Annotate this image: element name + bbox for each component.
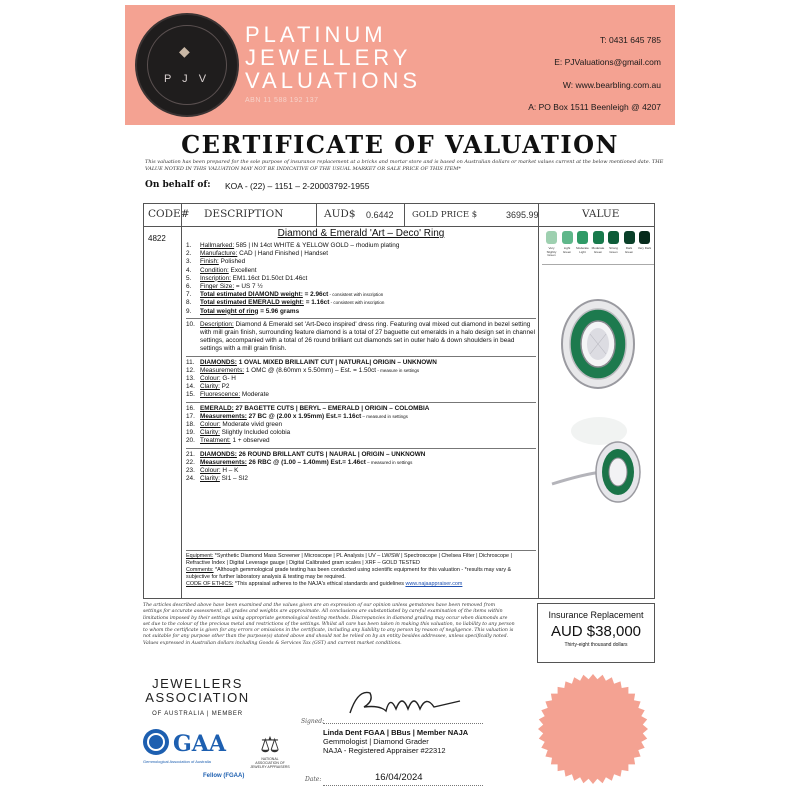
spec-line: 19. Clarity: Slightly Included colobia xyxy=(186,429,291,437)
spec-line: 4. Condition: Excellent xyxy=(186,266,257,274)
spec-line: 2. Manufacture: CAD | Hand Finished | Handset xyxy=(186,250,329,258)
spec-line: 23. Colour: H – K xyxy=(186,467,239,475)
intro-text: This valuation has been prepared for the sole purpose of insurance replacement at a bricks and mortar store and is based on Australian dollars or market values current at the below mentioned date. THE VALUE NOTED IN THIS VALUATION MAY NOT BE INDICATIVE OF THE USUAL MARKET OR SALE PRICE OF THIS ITEM* xyxy=(145,159,664,172)
specs-group-1 xyxy=(186,242,536,291)
contact-email[interactable]: E: PJValuations@gmail.com xyxy=(554,57,661,67)
date-label: Date: xyxy=(305,776,322,783)
insurance-label: Insurance Replacement xyxy=(548,610,644,620)
pjv-logo xyxy=(137,15,237,115)
item-code: 4822 xyxy=(148,234,166,243)
contact-phone: T: 0431 645 785 xyxy=(600,35,661,45)
reference-number: KOA - (22) – 1151 – 2-20003792-1955 xyxy=(225,181,370,191)
insurance-replacement-box xyxy=(537,603,655,663)
contact-web[interactable]: W: www.bearbling.com.au xyxy=(562,80,661,90)
spec-line: 7. Total estimated DIAMOND weight: = 2.96ct - consistent with inscription xyxy=(186,291,384,299)
insurance-amount: AUD $38,000 xyxy=(550,623,642,640)
swatch-label: Very Slightly Green xyxy=(546,246,557,257)
colour-swatch xyxy=(546,231,557,244)
spec-line: 9. Total weight of ring = 5.96 grams xyxy=(186,307,300,315)
center-diamond-group xyxy=(186,356,536,400)
aud-value: 0.6442 xyxy=(366,210,394,220)
item-description xyxy=(186,228,536,483)
grader-details xyxy=(323,728,468,755)
embossed-seal xyxy=(537,673,649,785)
header-code: CODE# xyxy=(148,208,190,220)
spec-line: 22. Measurements: 26 RBC @ (1.00 – 1.40mm) Est.= 1.46ct – measured in settings xyxy=(186,458,413,466)
swatch-label: Dark Green xyxy=(624,246,634,254)
grader-name: Linda Dent FGAA | BBus | Member NAJA xyxy=(323,728,469,737)
valuation-date: 16/04/2024 xyxy=(375,772,423,783)
brand-name: PLATINUM JEWELLERY VALUATIONS xyxy=(245,22,422,93)
spec-line: 13. Colour: G- H xyxy=(186,375,236,383)
gaa-emblem-icon xyxy=(143,729,169,755)
spec-line: 6. Finger Size: = US 7 ½ xyxy=(186,283,263,291)
spec-line: 11. DIAMONDS: 1 OVAL MIXED BRILLAINT CUT | NATURAL| ORIGIN – UNKNOWN xyxy=(186,358,437,366)
spec-line: 12. Measurements: 1 OMC @ (8.60mm x 5.50mm) – Est. = 1.50ct - measure in settings xyxy=(186,366,420,374)
abn-number: ABN 11 588 192 137 xyxy=(245,97,319,104)
emerald-group xyxy=(186,402,536,446)
header-gold-price: GOLD PRICE $ xyxy=(412,210,478,220)
table-header xyxy=(144,204,654,227)
spec-line: 15. Fluorescence: Moderate xyxy=(186,391,269,399)
certificate-page: ◆ P J V PLATINUM JEWELLERY VALUATIONS ABN 11 588 192 137 T: 0431 645 785 E: PJValuations@gmail.com W: www.bearbling.com.au A: PO Box 1511 Beenleigh @ 4207 CERTIFICATE OF VALUATION This valuation has been prepared for the sole purpose of insurance replacement at a bricks and mortar store and is based on Australian dollars or market values current at the below mentioned date. THE VALUE NOTED IN THIS VALUATION MAY NOT BE INDICATIVE OF THE USUAL MARKET OR SALE PRICE OF THIS ITEM* On behalf of: KOA - (22) – 1151 – 2-20003792-1955 CODE# DESCRIPTION AUD$ 0.6442 GOLD PRICE $ 3695.99 VALUE 4822 Diamond & Emerald 'Art – Deco' Ring 1. Hallmarked: 585 | IN 14ct WHITE & YELLOW GOLD – rhodium plating 2. Manufacture: CAD | Hand Finished | Handset 3. Finish: Polished 4. Condition: Excellent 5. Inscription: EM1.16ct D1.50ct D1.46ct 6. Finger Size: = US 7 ½ 7. Total estimated DIAMOND weight: = 2.96ct - consistent with inscription 8. Total estimated EMERALD weight: = 1.16ct - consistent with inscription 9. Total weight of ring = 5.96 grams 10. Description: Diamond & Emerald set 'Art-Deco inspired' dress ring. Featuring oval mixed cut diamond in bezel setting with mill grain finish, surrounding feature diamond is a total of 27 baguette cut emeralds in a halo design set in channel settings, accompanied with a total of 26 round brilliant cut diamonds set in outer halo & down shoulders in bead settings with a mill grain finish. 11. DIAMONDS: 1 OVAL MIXED BRILLAINT CUT | NATURAL| ORIGIN – UNKNOWN 12. Measurements: 1 OMC @ (8.60mm x 5.50mm) – Est. = 1.50ct - measure in settings 13. Colour: G- H 14. Clarity: P2 15. Fluorescence: Moderate 16. EMERALD: 27 BAGETTE CUTS | BERYL – EMERALD | ORIGIN – COLOMBIA 17. Measurements: 27 BC @ (2.00 x 1.95mm) Est.= 1.16ct – measured in settings 18. Colour: Moderate vivid green 19. Clarity: Slightly Included colobia 20. Treatment: 1 + observed 21. DIAMONDS: 26 ROUND BRILLANT CUTS | NAURAL | ORIGIN – UNKNOWN 22. Measurements: 26 RBC @ (1.00 – 1.40mm) Est.= 1.46ct – measured in settings 23. Colour: H – K 24. Clarity: SI1 – SI2 Equipment: *Synthetic Diamond Mass Screener | Microscope | PL Analysis | UV – LW/SW | Spectroscope | Chelsea Filter | Dichroscope | Refractive Index | Digital Leverage gauge | Digital Calibrated gram scales | XRF – GOLD TESTED Comments: *Although gemmological grade testing has been conducted using scientific equipment for this valuation - *results may vary & subjective for further laboratory analysis & testing may be required. CODE OF ETHICS: *This appraisal adheres to the NAJA's ethical standards and guidelines www.najaappraiser.com Very Slightly Green Light Green Moderate Light Moderate Green Strong Green Dark Green Very Dark The articles described above have been examined and the values given are an expression of our opinion unless gemstones have been removed from settings for accurate assessment, all grades and weights are approximate. All conclusions are substantiated by careful examination of the items within limitations imposed by their settings using appropriate gemmological testing methods. Discrepancies in diamond grading may occur when diamonds are set due to the colour of the precious metal and restrictions of the settings. Whilst all care has been taken in making this valuation, no liability to any person to whom the certificate is given for any errors or omissions in the certificate, including any liability to any person by reason of negligence. This valuation is not suitable for any purpose other than the purpose(s) stated above and should not be relied on by an entity besides addressee, unless specifically noted. Values expressed in Australian dollars including Goods & Services Tax (GST) and current market conditions. Insurance Replacement AUD $38,000 Thirty-eight thousand dollars JEWELLERS ASSOCIATION OF AUSTRALIA | MEMBER GAA Gemmological Association of Australia Fellow (FGAA) ⚖ NATIONAL ASSOCIATION OF JEWELRY APPRAISERS Signed: Linda Dent FGAA | BBus | Member NAJA Gemmologist | Diamond Grader NAJA - Registered Appraiser #22312 Date: 16/04/2024 xyxy=(125,5,675,795)
swatch-label: Moderate Light xyxy=(576,246,589,254)
colour-swatch xyxy=(639,231,650,244)
swatch-label: Very Dark xyxy=(637,246,652,250)
side-diamond-group xyxy=(186,448,536,484)
logo-monogram: P J V xyxy=(163,73,211,85)
certificate-title: CERTIFICATE OF VALUATION xyxy=(181,130,619,159)
spec-line: 14. Clarity: P2 xyxy=(186,383,230,391)
signed-label: Signed: xyxy=(301,718,325,725)
naja-link[interactable]: www.najaappraiser.com xyxy=(405,581,463,587)
spec-line: 8. Total estimated EMERALD weight: = 1.16ct - consistent with inscription xyxy=(186,299,385,307)
contact-address: A: PO Box 1511 Beenleigh @ 4207 xyxy=(528,102,661,112)
equipment-notes: Equipment: *Synthetic Diamond Mass Screener | Microscope | PL Analysis | UV – LW/SW | Spectroscope | Chelsea Filter | Dichroscope | Refractive Index | Digital Leverage gauge | Digital Calibrated gram scales | XRF – GOLD TESTED Comments: *Although gemmological grade testing has been conducted using scientific equipment for this valuation - *results may vary & subjective for further laboratory analysis & testing may be required. CODE OF ETHICS: *This appraisal adheres to the NAJA's ethical standards and guidelines www.najaappraiser.com xyxy=(186,550,536,588)
naja-logo: ⚖ NATIONAL ASSOCIATION OF JEWELRY APPRAISERS xyxy=(250,732,290,769)
spec-line: 21. DIAMONDS: 26 ROUND BRILLANT CUTS | NAURAL | ORIGIN – UNKNOWN xyxy=(186,450,426,458)
diamond-icon: ◆ xyxy=(179,43,190,59)
emerald-colour-scale xyxy=(542,226,654,265)
gold-price-value: 3695.99 xyxy=(506,210,539,220)
colour-swatch xyxy=(608,231,619,244)
item-title: Diamond & Emerald 'Art – Deco' Ring xyxy=(277,228,445,239)
grader-registration: NAJA - Registered Appraiser #22312 xyxy=(323,746,446,755)
spec-line: 17. Measurements: 27 BC @ (2.00 x 1.95mm) Est.= 1.16ct – measured in settings xyxy=(186,412,408,420)
insurance-amount-words: Thirty-eight thousand dollars xyxy=(564,642,628,648)
colour-swatch xyxy=(577,231,588,244)
handwritten-signature xyxy=(340,681,480,721)
spec-line: 18. Colour: Moderate vivid green xyxy=(186,421,283,429)
colour-swatch xyxy=(624,231,635,244)
colour-swatch xyxy=(593,231,604,244)
letterhead xyxy=(125,5,675,125)
header-description: DESCRIPTION xyxy=(204,208,284,220)
header-value: VALUE xyxy=(582,208,620,220)
swatch-label: Light Green xyxy=(562,246,572,254)
behalf-label: On behalf of: xyxy=(145,180,211,190)
disclaimer-text: The articles described above have been examined and the values given are an expression of our opinion unless gemstones have been removed from settings for accurate assessment, all grades and weights are approximate. All conclusions are substantiated by careful examination of the items within limitations imposed by their settings using appropriate gemmological testing methods. Discrepancies in diamond grading may occur when diamonds are set due to the colour of the precious metal and restrictions of the settings. Whilst all care has been taken in making this valuation, no liability to any person to whom the certificate is given for any errors or omissions in the certificate, including any liability to any person by reason of negligence. This valuation is not suitable for any purpose other than the purpose(s) stated above and should not be relied on by an entity besides addressee, unless specifically noted. Values expressed in Australian dollars including Goods & Services Tax (GST) and current market conditions. xyxy=(143,603,515,646)
colour-swatch xyxy=(562,231,573,244)
spec-line: 24. Clarity: SI1 – SI2 xyxy=(186,475,248,483)
spec-line: 5. Inscription: EM1.16ct D1.50ct D1.46ct xyxy=(186,274,308,282)
spec-line: 20. Treatment: 1 + observed xyxy=(186,437,270,445)
scales-icon: ⚖ xyxy=(260,732,280,757)
description-block: 10. Description: Diamond & Emerald set 'Art-Deco inspired' dress ring. Featuring oval mixed cut diamond in bezel setting with mill grain finish, surrounding feature diamond is a total of 27 baguette cut emeralds in a halo design set in channel settings, accompanied with a total of 26 round brilliant cut diamonds set in outer halo & down shoulders in bead settings with a mill grain finish. xyxy=(186,318,536,354)
ring-top-view-image xyxy=(544,284,652,404)
ring-side-view-image xyxy=(544,432,652,522)
spec-line: 16. EMERALD: 27 BAGETTE CUTS | BERYL – EMERALD | ORIGIN – COLOMBIA xyxy=(186,404,430,412)
grader-role: Gemmologist | Diamond Grader xyxy=(323,737,429,746)
header-aud: AUD$ xyxy=(324,208,356,220)
jewellers-association-logo: JEWELLERS ASSOCIATION OF AUSTRALIA | MEMBER xyxy=(145,676,250,717)
valuation-table xyxy=(143,203,655,599)
spec-line: 3. Finish: Polished xyxy=(186,258,246,266)
swatch-label: Moderate Green xyxy=(591,246,605,254)
swatch-label: Strong Green xyxy=(609,246,618,254)
spec-line: 1. Hallmarked: 585 | IN 14ct WHITE & YELLOW GOLD – rhodium plating xyxy=(186,242,400,249)
weights-group xyxy=(186,291,536,316)
